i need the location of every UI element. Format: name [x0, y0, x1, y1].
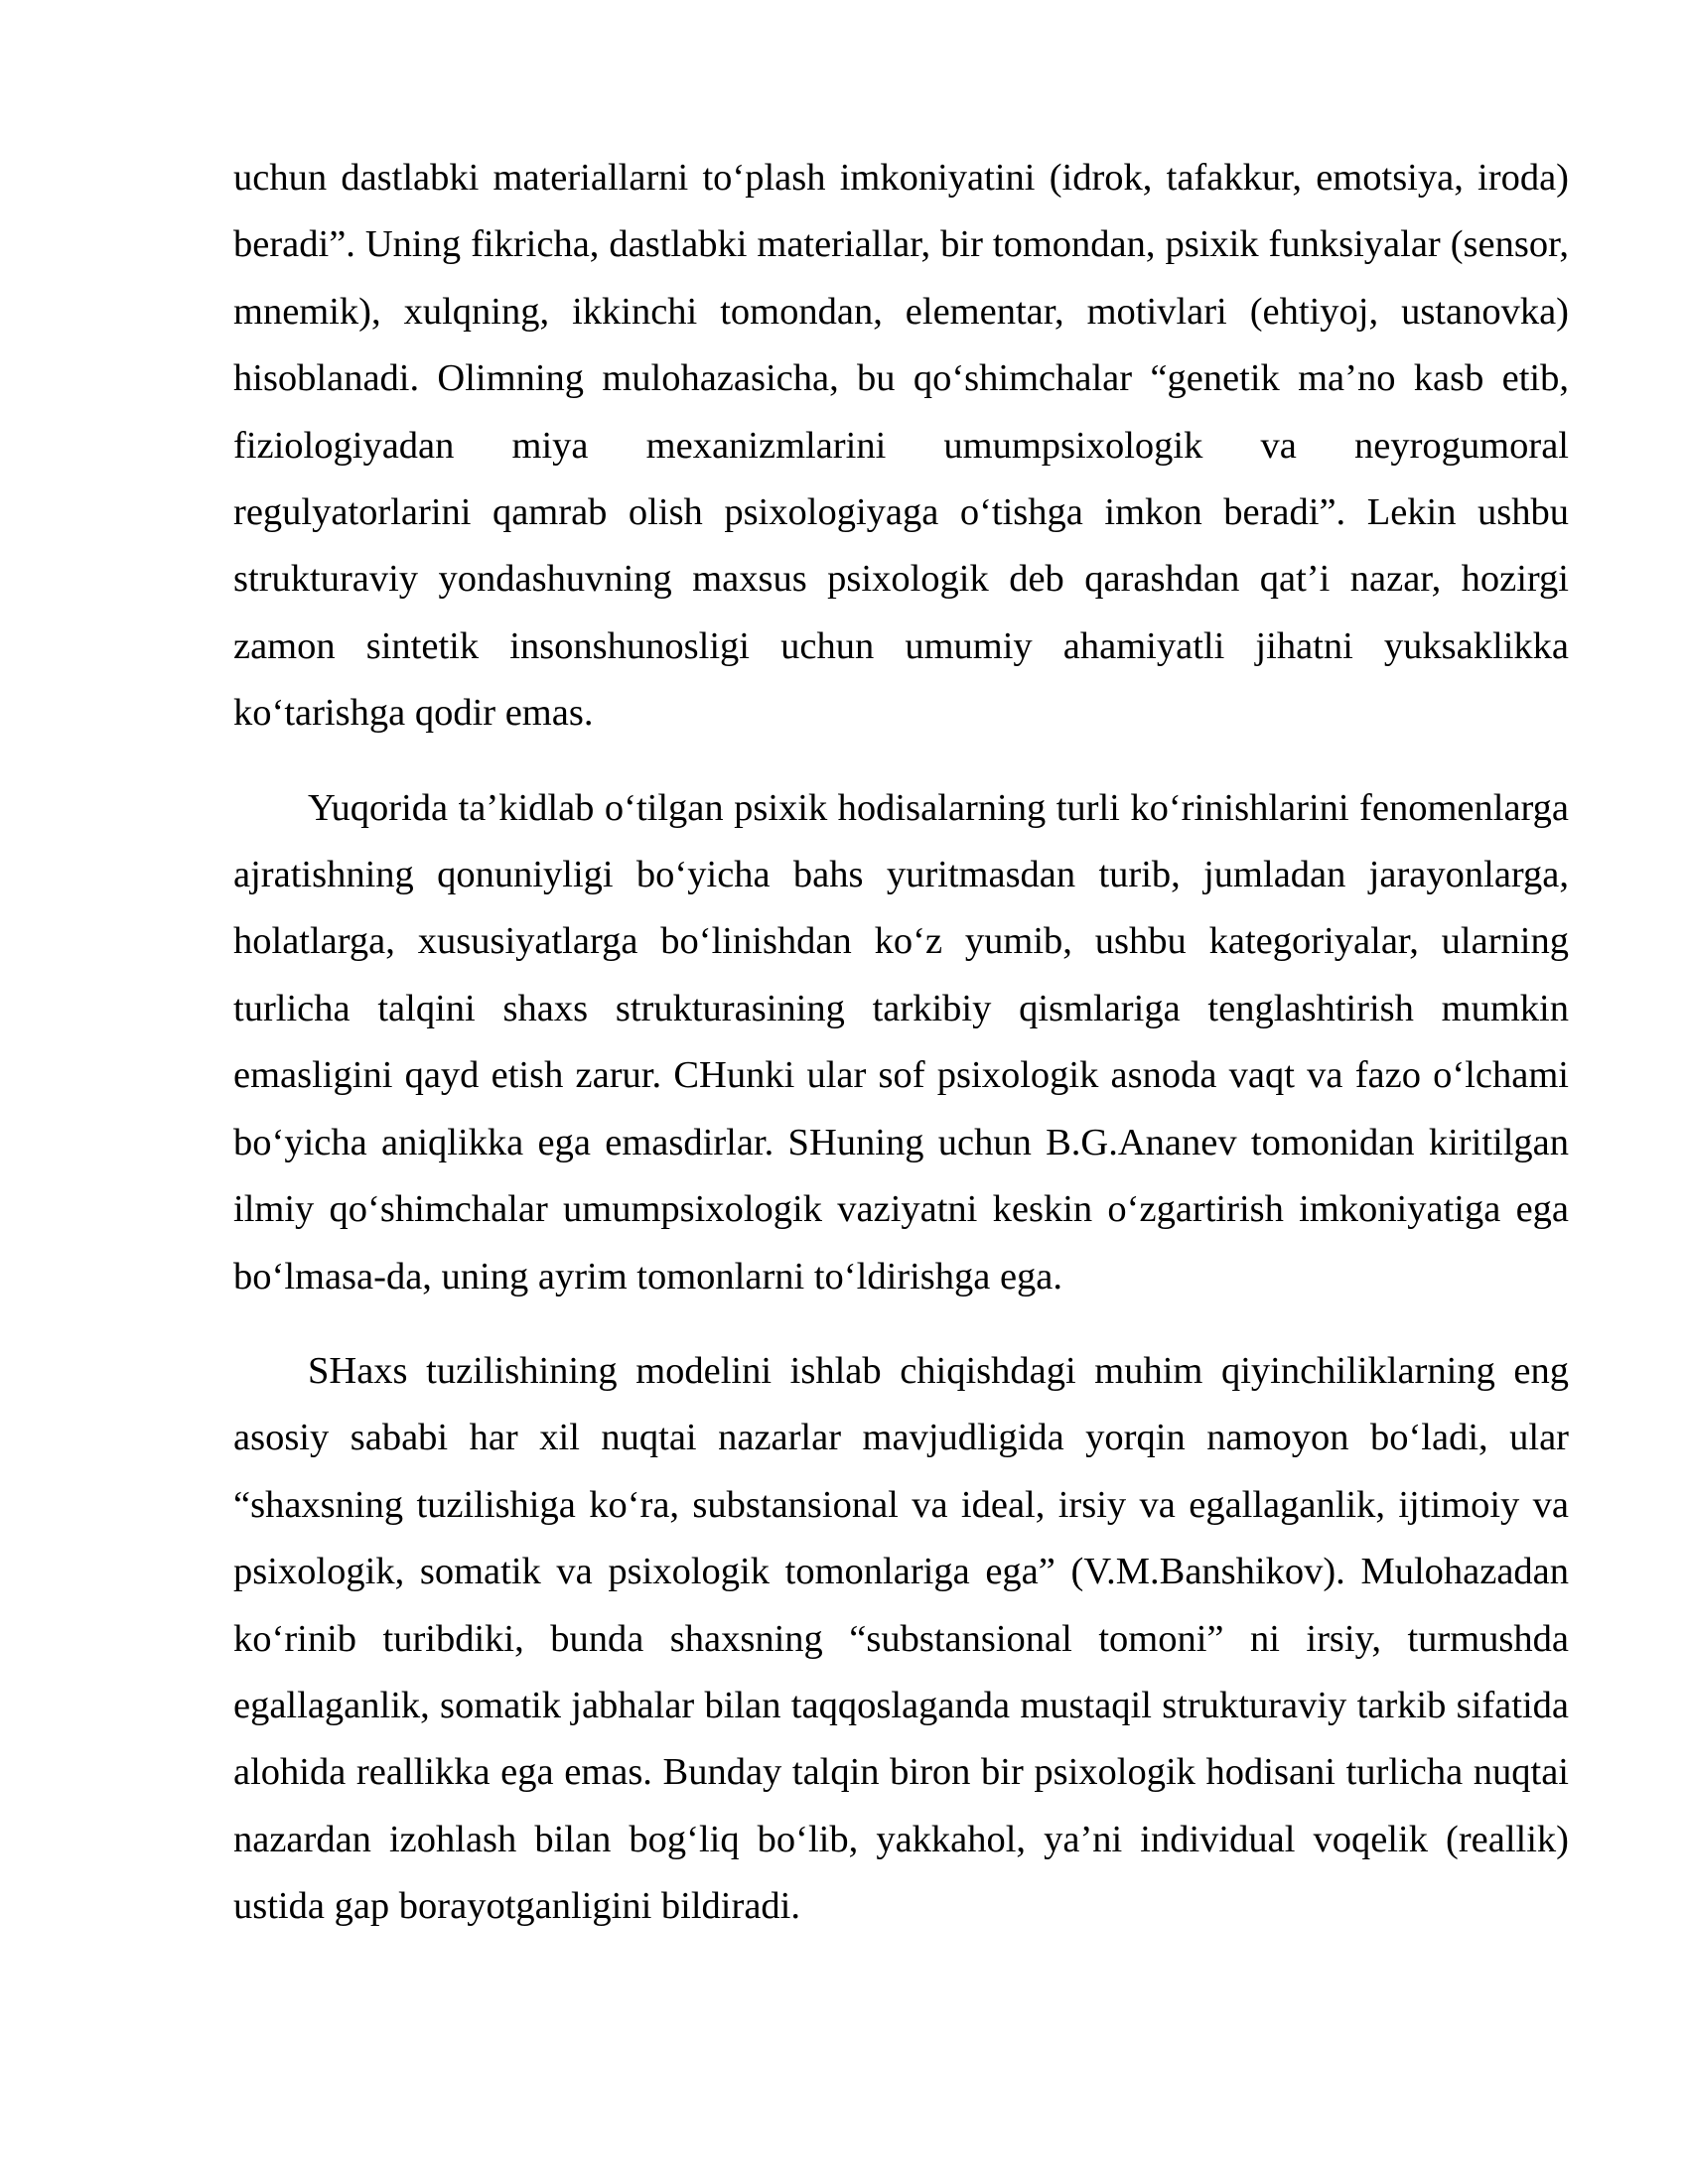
- text-line: nazardan izohlash bilan bog‘liq bo‘lib, yakkahol, ya’ni individual voqelik (reallik): [233, 1818, 1569, 1860]
- document-body: [233, 145, 1569, 1941]
- text-line: ustida gap borayotganligini bildiradi.: [233, 1885, 800, 1928]
- text-line: mnemik), xulqning, ikkinchi tomondan, elementar, motivlari (ehtiyoj, ustanovka): [233, 290, 1569, 333]
- text-line: ko‘rinib turibdiki, bunda shaxsning “substansional tomoni” ni irsiy, turmushda: [233, 1617, 1569, 1660]
- text-line: emasligini qayd etish zarur. CHunki ular sof psixologik asnoda vaqt va fazo o‘lchami: [233, 1054, 1569, 1097]
- text-line: regulyatorlarini qamrab olish psixologiyaga o‘tishga imkon beradi”. Lekin ushbu: [233, 491, 1569, 534]
- text-line: alohida reallikka ega emas. Bunday talqin biron bir psixologik hodisani turlicha nuqtai: [233, 1751, 1569, 1794]
- paragraph: [233, 775, 1569, 1310]
- text-line: turlicha talqini shaxs strukturasining tarkibiy qismlariga tenglashtirish mumkin: [233, 987, 1569, 1029]
- text-line: beradi”. Uning fikricha, dastlabki materiallar, bir tomondan, psixik funksiyalar (sensor,: [233, 223, 1569, 266]
- text-line: “shaxsning tuzilishiga ko‘ra, substansional va ideal, irsiy va egallaganlik, ijtimoiy va: [233, 1483, 1569, 1526]
- paragraph: [233, 1338, 1569, 1941]
- text-line: strukturaviy yondashuvning maxsus psixologik deb qarashdan qat’i nazar, hozirgi: [233, 558, 1569, 601]
- text-line: egallaganlik, somatik jabhalar bilan taqqoslaganda mustaqil strukturaviy tarkib sifatida: [233, 1684, 1569, 1726]
- text-line: uchun dastlabki materiallarni to‘plash imkoniyatini (idrok, tafakkur, emotsiya, iroda): [233, 157, 1569, 199]
- text-line: bo‘yicha aniqlikka ega emasdirlar. SHuning uchun B.G.Ananev tomonidan kiritilgan: [233, 1121, 1569, 1163]
- paragraph: [233, 145, 1569, 748]
- text-line: bo‘lmasa-da, uning ayrim tomonlarni to‘ldirishga ega.: [233, 1255, 1063, 1297]
- text-line: psixologik, somatik va psixologik tomonlariga ega” (V.M.Banshikov). Mulohazadan: [233, 1551, 1569, 1593]
- text-line: ilmiy qo‘shimchalar umumpsixologik vaziyatni keskin o‘zgartirish imkoniyatiga ega: [233, 1188, 1569, 1231]
- text-line: SHaxs tuzilishining modelini ishlab chiqishdagi muhim qiyinchiliklarning eng: [308, 1349, 1569, 1392]
- text-line: holatlarga, xususiyatlarga bo‘linishdan ko‘z yumib, ushbu kategoriyalar, ularning: [233, 920, 1569, 963]
- text-line: Yuqorida ta’kidlab o‘tilgan psixik hodisalarning turli ko‘rinishlarini fenomenlarga: [308, 786, 1569, 829]
- text-line: zamon sintetik insonshunosligi uchun umumiy ahamiyatli jihatni yuksaklikka: [233, 624, 1569, 667]
- text-line: ajratishning qonuniyligi bo‘yicha bahs yuritmasdan turib, jumladan jarayonlarga,: [233, 854, 1569, 896]
- text-line: asosiy sababi har xil nuqtai nazarlar mavjudligida yorqin namoyon bo‘ladi, ular: [233, 1417, 1569, 1459]
- text-line: fiziologiyadan miya mexanizmlarini umumpsixologik va neyrogumoral: [233, 424, 1569, 467]
- text-line: hisoblanadi. Olimning mulohazasicha, bu qo‘shimchalar “genetik ma’no kasb etib,: [233, 357, 1569, 400]
- text-line: ko‘tarishga qodir emas.: [233, 692, 594, 735]
